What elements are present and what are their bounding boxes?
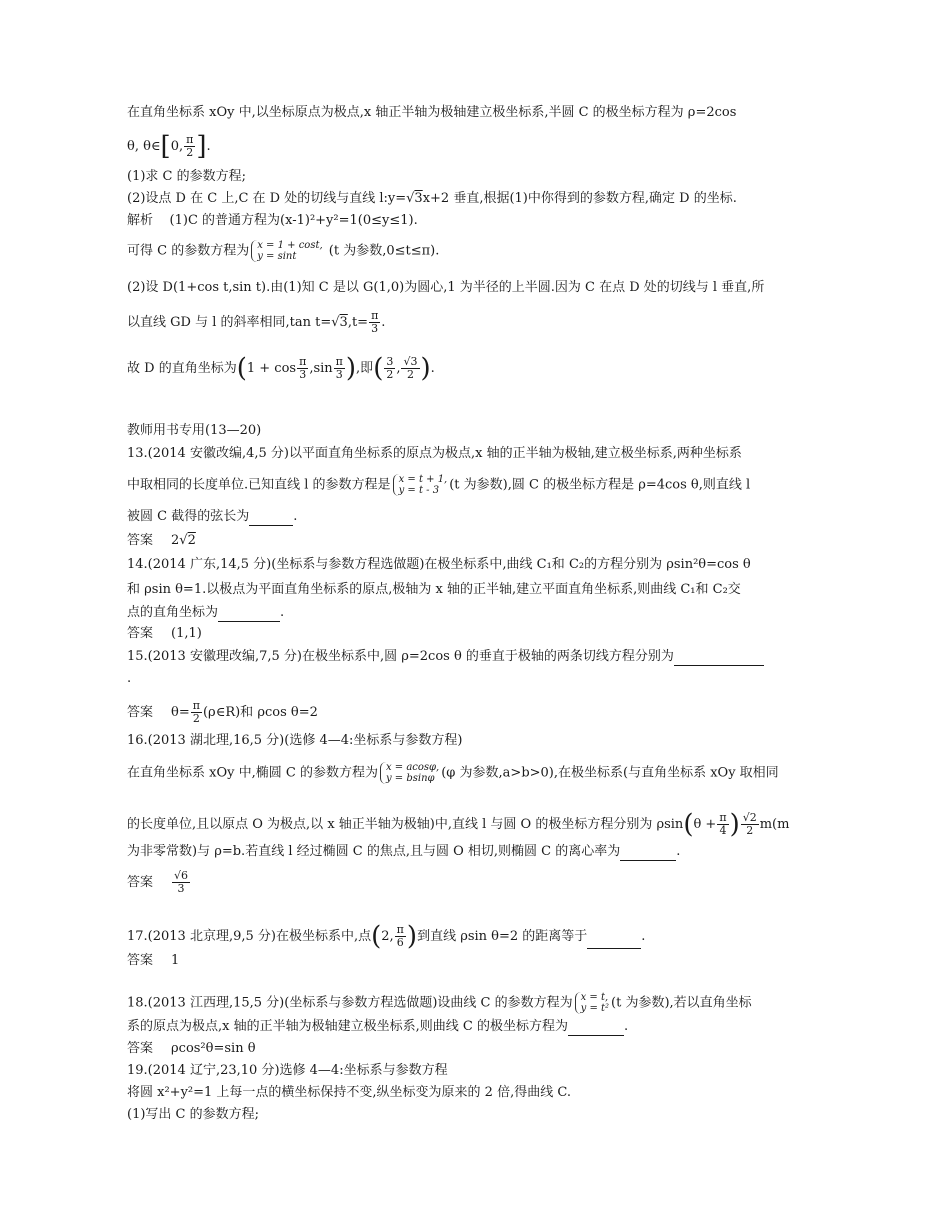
question-1: (1)求 C 的参数方程; [127, 169, 247, 184]
q15-line-2: . [127, 671, 132, 686]
q16-line-4: 为非零常数)与 ρ=b.若直线 l 经过椭圆 C 的焦点,且与圆 O 相切,则椭圆 C 的离心率为 . [127, 844, 681, 859]
q16-line-3: 的长度单位,且以原点 O 为极点,以 x 轴正半轴为极轴)中,直线 l 与圆 O 的极坐标方程分别为 ρsin(θ + $\frac{\pi}{4}$ ) $\frac{√2}{2}$ m(m [127, 809, 790, 840]
q17-answer: 答案 1 [127, 953, 180, 968]
q14-line-3: 点的直角坐标为 . [127, 605, 285, 620]
intro-line-1: 在直角坐标系 xOy 中,以坐标原点为极点,x 轴正半轴为极轴建立极坐标系,半圆 C 的极坐标方程为 ρ=2cos [127, 105, 737, 120]
intro-line-2: θ, θ∈[0, $\frac{\pi}{2}$ ]. [127, 131, 211, 162]
answer-blank [587, 936, 641, 949]
solution-line-2: 可得 C 的参数方程为 x = 1 + cost, y = sint (t 为参数,0≤t≤π). [127, 240, 440, 262]
solution-line-1: 解析 (1)C 的普通方程为(x-1)²+y²=1(0≤y≤1). [127, 213, 418, 228]
answer-blank [620, 848, 676, 861]
q13-line-1: 13.(2014 安徽改编,4,5 分)以平面直角坐标系的原点为极点,x 轴的正半轴为极轴,建立极坐标系,两种坐标系 [127, 446, 742, 461]
q14-line-1: 14.(2014 广东,14,5 分)(坐标系与参数方程选做题)在极坐标系中,曲线 C₁和 C₂的方程分别为 ρsin²θ=cos θ [127, 557, 751, 572]
q19-line-3: (1)写出 C 的参数方程; [127, 1107, 260, 1122]
answer-blank [249, 513, 293, 526]
interval-fraction: $\frac{\pi}{2}$ [186, 133, 194, 159]
q16-answer: 答案 $\frac{√6}{3}$ [127, 869, 189, 895]
answer-blank [674, 653, 764, 666]
answer-blank [218, 609, 280, 622]
q18-line-1: 18.(2013 江西理,15,5 分)(坐标系与参数方程选做题)设曲线 C 的参数方程为 x = t, y = t² (t 为参数),若以直角坐标 [127, 992, 752, 1014]
question-2: (2)设点 D 在 C 上,C 在 D 处的切线与直线 l:y=√3x+2 垂直,根据(1)中你得到的参数方程,确定 D 的坐标. [127, 191, 737, 206]
solution-line-3: (2)设 D(1+cos t,sin t).由(1)知 C 是以 G(1,0)为圆心,1 为半径的上半圆.因为 C 在点 D 处的切线与 l 垂直,所 [127, 280, 765, 295]
q19-line-1: 19.(2014 辽宁,23,10 分)选修 4—4:坐标系与参数方程 [127, 1063, 448, 1078]
solution-label: 解析 [127, 213, 154, 228]
interval-left: 0, [170, 139, 184, 154]
q18-answer: 答案 ρcos²θ=sin θ [127, 1041, 256, 1056]
intro-theta-range-label: θ, θ∈ [127, 139, 161, 154]
q16-line-1: 16.(2013 湖北理,16,5 分)(选修 4—4:坐标系与参数方程) [127, 733, 463, 748]
q13-answer: 答案 2√2 [127, 533, 196, 548]
q15-answer: 答案 θ= $\frac{\pi}{2}$ (ρ∈R)和 ρcos θ=2 [127, 699, 318, 725]
parametric-system: x = 1 + cost, y = sint [251, 240, 322, 262]
q14-line-2: 和 ρsin θ=1.以极点为平面直角坐标系的原点,极轴为 x 轴的正半轴,建立平面直角坐标系,则曲线 C₁和 C₂交 [127, 582, 741, 597]
section-title: 教师用书专用(13—20) [127, 423, 262, 438]
q14-answer: 答案 (1,1) [127, 626, 202, 641]
answer-blank [568, 1023, 624, 1036]
q18-line-2: 系的原点为极点,x 轴的正半轴为极轴建立极坐标系,则曲线 C 的极坐标方程为 . [127, 1019, 629, 1034]
q17-line-1: 17.(2013 北京理,9,5 分)在极坐标系中,点(2, $\frac{\pi}{6}$ )到直线 ρsin θ=2 的距离等于 . [127, 921, 646, 952]
q15-line-1: 15.(2013 安徽理改编,7,5 分)在极坐标系中,圆 ρ=2cos θ 的垂直于极轴的两条切线方程分别为 [127, 648, 764, 666]
q16-line-2: 在直角坐标系 xOy 中,椭圆 C 的参数方程为 x = acosφ, y = bsinφ (φ 为参数,a>b>0),在极坐标系(与直角坐标系 xOy 取相同 [127, 762, 779, 784]
solution-line-4: 以直线 GD 与 l 的斜率相同,tan t=√3,t= $\frac{\pi}{3}$ . [127, 309, 386, 335]
q19-line-2: 将圆 x²+y²=1 上每一点的横坐标保持不变,纵坐标变为原来的 2 倍,得曲线 C. [127, 1085, 571, 1100]
solution-line-5: 故 D 的直角坐标为(1 + cos $\frac{\pi}{3}$ ,sin $\frac{\pi}{3}$ ),即( $\frac{3}{2}$ , $\frac{√3}{2}$ ). [127, 353, 435, 384]
q13-line-2: 中取相同的长度单位.已知直线 l 的参数方程是 x = t + 1, y = t - 3 (t 为参数),圆 C 的极坐标方程是 ρ=4cos θ,则直线 l [127, 474, 751, 496]
q13-line-3: 被圆 C 截得的弦长为 . [127, 509, 298, 524]
